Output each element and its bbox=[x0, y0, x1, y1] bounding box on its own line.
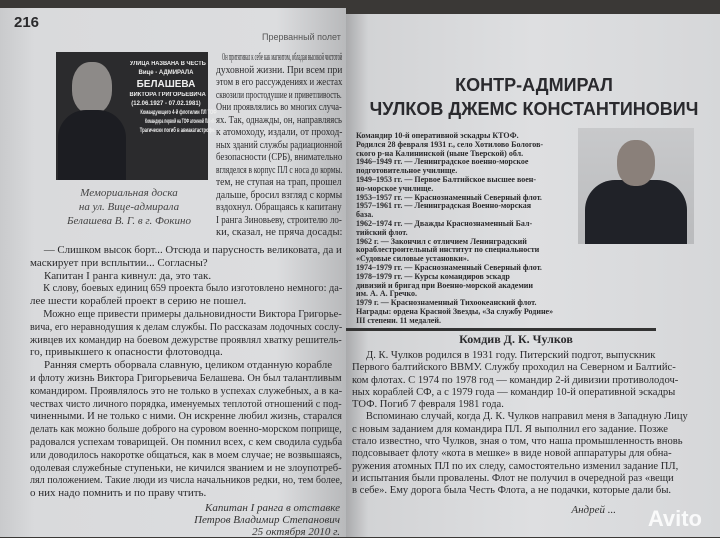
portrait-uniform bbox=[585, 180, 687, 244]
text-line: подсовывает флоту «кота в мешке» в виде новой аппаратуры для обна- bbox=[352, 448, 672, 460]
plaque-line: Командующего 4-й флотилии ПЛ ТОФ bbox=[140, 110, 217, 116]
text-line: тийский флот. bbox=[356, 227, 408, 237]
text-line: вича, его неравнодушия к делам службы. По рассказам лодочных сослу- bbox=[30, 320, 343, 333]
side-column-text bbox=[216, 52, 342, 240]
text-line: вгляделся в корпус ПЛ с носа до кормы. bbox=[216, 164, 343, 176]
portrait-face bbox=[72, 62, 112, 114]
text-line: маскирует при всплытии... Согласны? bbox=[30, 256, 208, 269]
text-line: ных кораблей СФ, а с 1979 года — командир 10-й оперативной эскадры bbox=[352, 386, 676, 398]
text-line: 1949–1953 гг. — Первое Балтийское высшее воен- bbox=[356, 174, 537, 184]
text-line: с новым заданием для командира ПЛ. Я выполнил его задание. Позже bbox=[352, 423, 668, 435]
plaque-line: БЕЛАШЕВА bbox=[136, 79, 196, 90]
text-line: сквозили простодушие и приветливость. bbox=[216, 89, 342, 101]
text-line: 1957–1961 гг. — Ленинградская Военно-морская bbox=[356, 201, 532, 211]
text-line: но-морское училище. bbox=[356, 183, 434, 193]
text-line: 1979 г. — Краснознаменный Тихоокеанский флот. bbox=[356, 298, 537, 308]
text-line: тем, не ступая на трап, прошел bbox=[216, 177, 342, 188]
plaque-line: Командира первой на ТОФ атомной ПЛ «К-45» bbox=[145, 119, 221, 125]
text-line: дальше, бросил взгляд с кормы bbox=[216, 189, 343, 201]
text-line: го, привыкшего к опасности флотоводца. bbox=[30, 346, 223, 359]
memorial-plaque-photo bbox=[56, 52, 221, 180]
text-line: Можно еще привести примеры дальновидности Виктора Григорье- bbox=[43, 307, 342, 320]
text-line: ных зданий службы радиационной bbox=[216, 139, 343, 151]
text-line: чиненными. И не только с ними. Он искренне любил жизнь, старался bbox=[30, 410, 342, 423]
text-line: Д. К. Чулков родился в 1931 году. Питерский подгот, выпускник bbox=[366, 350, 656, 361]
caption-line: на ул. Вице-адмирала bbox=[78, 201, 180, 213]
text-line: 1978–1979 гг. — Курсы командиров эскадр bbox=[356, 271, 510, 281]
plaque-line: Трагически погиб в авиакатастрофе. bbox=[139, 128, 216, 134]
text-line: Родился 28 февраля 1931 г., село Хотилово Бологов- bbox=[356, 139, 544, 149]
text-line: Они проявлялись во многих случа- bbox=[216, 102, 342, 113]
section-divider bbox=[346, 328, 656, 331]
text-line: ТОФ. Погиб 7 февраля 1981 года. bbox=[352, 399, 504, 411]
right-page bbox=[346, 14, 720, 537]
text-line: дивизий и бригад при Военно-морской академии bbox=[356, 280, 534, 290]
text-line: Вспоминаю случай, когда Д. К. Чулков направил меня в Западную Лицу bbox=[365, 411, 688, 423]
text-line: чествах чисто личного порядка, именуемых теплотой отношений с под- bbox=[30, 397, 342, 410]
text-line: 1953–1957 гг. — Краснознаменный Северный флот. bbox=[356, 192, 542, 202]
text-line: безопасности (СРБ), внимательно bbox=[216, 152, 343, 163]
text-line: ях. Так, однажды, он, направляясь bbox=[216, 114, 343, 126]
signature-line: Капитан I ранга в отставке bbox=[205, 502, 340, 514]
text-line: Первого балтийского ВВМУ. Службу проходил на Северном и Балтийс- bbox=[352, 362, 676, 374]
text-line: ком флотах. С 1974 по 1978 год — командир 2-й дивизии противолодоч- bbox=[352, 374, 679, 386]
text-line: Он притягивал к себе как магнитом, обладая высокой чистотой bbox=[221, 52, 343, 63]
text-line: и испытания были провалены. Флот не получил в очередной раз «вещи bbox=[352, 472, 674, 484]
signature bbox=[140, 502, 340, 538]
chapter-title-line1: КОНТР-АДМИРАЛ bbox=[455, 75, 613, 95]
section-subtitle: Комдив Д. К. Чулков bbox=[459, 332, 573, 346]
plaque-line: УЛИЦА НАЗВАНА В ЧЕСТЬ bbox=[129, 61, 206, 67]
text-line: живцев их командир на боевом дежурстве проявлял хватку решитель- bbox=[30, 333, 342, 346]
text-line: — Слишком высок борт... Отсюда и парусность великовата, да и bbox=[43, 244, 342, 256]
text-line: 1962–1974 гг. — Дважды Краснознаменный Бал- bbox=[356, 218, 533, 228]
text-line: подготовительное училище. bbox=[356, 166, 458, 176]
portrait-uniform bbox=[58, 110, 126, 180]
text-line: делать как можно больше доброго на суровом военно-морском поприще, bbox=[30, 423, 342, 436]
text-line: и флоту жизнь Виктора Григорьевича Белашева. Он был талантливым bbox=[30, 371, 342, 384]
text-line: К слову, боевых единиц 659 проекта было изготовлено немного: да- bbox=[43, 282, 343, 295]
text-line: лял положением. Такие люди из числа начальников редки, но, тем более, bbox=[30, 474, 343, 487]
caption-line: Мемориальная доска bbox=[80, 187, 178, 199]
text-line: III степени. 11 медалей. bbox=[356, 315, 441, 325]
running-head: Прерванный полет bbox=[262, 32, 341, 42]
text-line: база. bbox=[356, 210, 374, 220]
text-line: о них надо помнить и по праву чтить. bbox=[30, 487, 207, 500]
portrait-face bbox=[617, 140, 655, 186]
text-line: духовной жизни. При всем при bbox=[216, 64, 343, 76]
text-line: лее шести кораблей проект в серию не пошел. bbox=[30, 295, 247, 308]
text-line: одолевая служебные ступеньки, не кичился званием и не злоупотреб- bbox=[30, 461, 342, 474]
caption-line: Белашева В. Г. в г. Фокино bbox=[67, 215, 191, 227]
watermark-logo: Avito bbox=[647, 506, 702, 531]
left-page bbox=[0, 8, 346, 537]
signature-line: Андрей ... bbox=[571, 504, 616, 516]
text-line: 1946–1949 гг. — Ленинградское военно-морское bbox=[356, 157, 529, 167]
photo-caption bbox=[44, 186, 214, 228]
text-line: или доводилось накоротке общаться, как в моем случае; не возвышаясь, bbox=[30, 448, 343, 461]
text-line: I ранга Зиновьеву, строителю ло- bbox=[216, 214, 342, 226]
chapter-title-line2: ЧУЛКОВ ДЖЕМС КОНСТАНТИНОВИЧ bbox=[369, 99, 699, 119]
text-line: Награды: ордена Красной Звезды, «За службу Родине» bbox=[356, 306, 554, 316]
text-line: ружения атомных ПЛ по их следу, самостоятельно изменил задание ПЛ, bbox=[352, 460, 679, 472]
text-line: Капитан I ранга кивнул: да, это так. bbox=[44, 269, 212, 282]
text-line: Командир 10-й оперативной эскадры КТОФ. bbox=[356, 131, 519, 140]
text-line: им. А. А. Гречко. bbox=[356, 289, 418, 299]
text-line: вздохнул. Обращаясь к капитану bbox=[216, 202, 342, 213]
text-line: радовался успехам товарищей. Он помнил всех, с кем сводила судьба bbox=[30, 435, 343, 448]
plaque-text bbox=[128, 60, 221, 136]
body-text bbox=[30, 244, 342, 500]
signature-line: Петров Владимир Степанович bbox=[194, 514, 340, 526]
text-line: кораблестроительный институт по специальности bbox=[356, 245, 540, 255]
text-line: ки, сказал, не пряча досады: bbox=[216, 227, 343, 238]
signature-line: 25 октября 2010 г. bbox=[252, 526, 340, 538]
plaque-line: ВИКТОРА ГРИГОРЬЕВИЧА bbox=[129, 92, 206, 98]
text-line: 1962 г. — Закончил с отличием Ленинградский bbox=[356, 236, 527, 246]
plaque-line: (12.06.1927 - 07.02.1981) bbox=[131, 101, 201, 107]
plaque-line: Вице - АДМИРАЛА bbox=[138, 70, 194, 76]
text-line: стало известно, что Чулков, зная о том, что наша промышленность вновь bbox=[352, 436, 683, 448]
portrait-photo bbox=[578, 128, 694, 244]
text-line: «Судовые силовые установки». bbox=[356, 254, 469, 264]
page-number: 216 bbox=[14, 14, 40, 31]
text-line: к атомоходу, издали, от проход- bbox=[216, 127, 343, 138]
text-line: Ранняя смерть оборвала славную, целиком отданную корабле bbox=[44, 359, 333, 372]
text-line: ского р-на Калининской (ныне Тверской) обл. bbox=[356, 148, 524, 158]
biography-block bbox=[356, 132, 568, 326]
text-line: в себе». Ему дорога была Честь Флота, а не подачки, которые дали бы. bbox=[352, 485, 672, 497]
section-text bbox=[352, 350, 688, 498]
text-line: этом в его рассуждениях и жестах bbox=[216, 77, 343, 88]
signature bbox=[436, 504, 616, 516]
text-line: командиром. Проявлялось это не только в успехах служебных, а в ка- bbox=[30, 384, 343, 397]
text-line: 1974–1979 гг. — Краснознаменный Северный флот. bbox=[356, 262, 542, 272]
